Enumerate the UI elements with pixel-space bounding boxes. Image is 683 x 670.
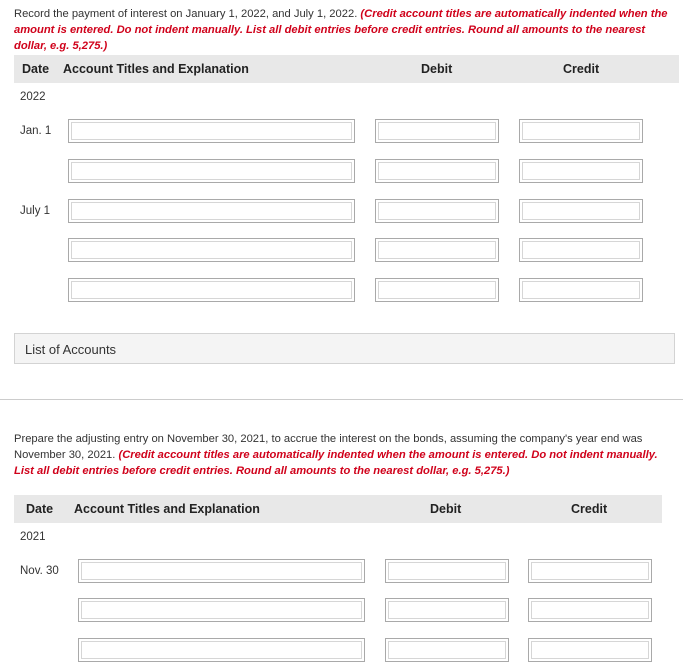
header-credit: Credit: [571, 502, 608, 516]
header-credit: Credit: [563, 62, 600, 76]
header-debit: Debit: [421, 62, 453, 76]
header-account: Account Titles and Explanation: [74, 502, 260, 516]
debit-input[interactable]: [385, 638, 509, 662]
credit-input[interactable]: [519, 278, 643, 302]
credit-input[interactable]: [519, 119, 643, 143]
account-title-input[interactable]: [68, 278, 355, 302]
account-title-input[interactable]: [78, 598, 365, 622]
debit-input[interactable]: [385, 559, 509, 583]
date-label-jan1: Jan. 1: [20, 125, 52, 137]
part1-instruction-note: (Credit account titles are automatically indented when the amount is entered. Do not indent manually. List all debit entries before credit entries. Round all amounts to the nearest dollar, e.g. 5,275.): [14, 8, 668, 52]
section-divider: [0, 399, 683, 400]
debit-input[interactable]: [385, 598, 509, 622]
account-title-input[interactable]: [68, 119, 355, 143]
debit-input[interactable]: [375, 119, 499, 143]
year-label: 2022: [20, 91, 46, 103]
debit-input[interactable]: [375, 238, 499, 262]
journal-header-1: [14, 55, 679, 83]
header-date: Date: [26, 502, 54, 516]
part2-instructions: [14, 431, 674, 479]
account-title-input[interactable]: [78, 559, 365, 583]
account-title-input[interactable]: [68, 159, 355, 183]
account-title-input[interactable]: [68, 199, 355, 223]
header-debit: Debit: [430, 502, 462, 516]
list-of-accounts-button[interactable]: List of Accounts: [14, 333, 675, 364]
credit-input[interactable]: [528, 598, 652, 622]
part1-instructions: [14, 6, 674, 54]
part1-instruction-text: Record the payment of interest on January 1, 2022, and July 1, 2022.: [14, 8, 361, 20]
credit-input[interactable]: [519, 238, 643, 262]
credit-input[interactable]: [519, 199, 643, 223]
account-title-input[interactable]: [68, 238, 355, 262]
journal-header-2: [14, 495, 662, 523]
year-label: 2021: [20, 531, 46, 543]
debit-input[interactable]: [375, 199, 499, 223]
part2-instruction-text: Prepare the adjusting entry on November 30, 2021, to accrue the interest on the bonds, assuming the company's year end was November 30, 2021.: [14, 433, 643, 461]
credit-input[interactable]: [519, 159, 643, 183]
credit-input[interactable]: [528, 559, 652, 583]
date-label-nov30: Nov. 30: [20, 565, 59, 577]
debit-input[interactable]: [375, 278, 499, 302]
part2-instruction-note: (Credit account titles are automatically indented when the amount is entered. Do not indent manually. List all debit entries before credit entries. Round all amounts to the nearest dollar, e.g. 5,275.): [14, 449, 658, 477]
header-account: Account Titles and Explanation: [63, 62, 249, 76]
credit-input[interactable]: [528, 638, 652, 662]
date-label-jul1: July 1: [20, 205, 51, 217]
account-title-input[interactable]: [78, 638, 365, 662]
header-date: Date: [22, 62, 50, 76]
debit-input[interactable]: [375, 159, 499, 183]
